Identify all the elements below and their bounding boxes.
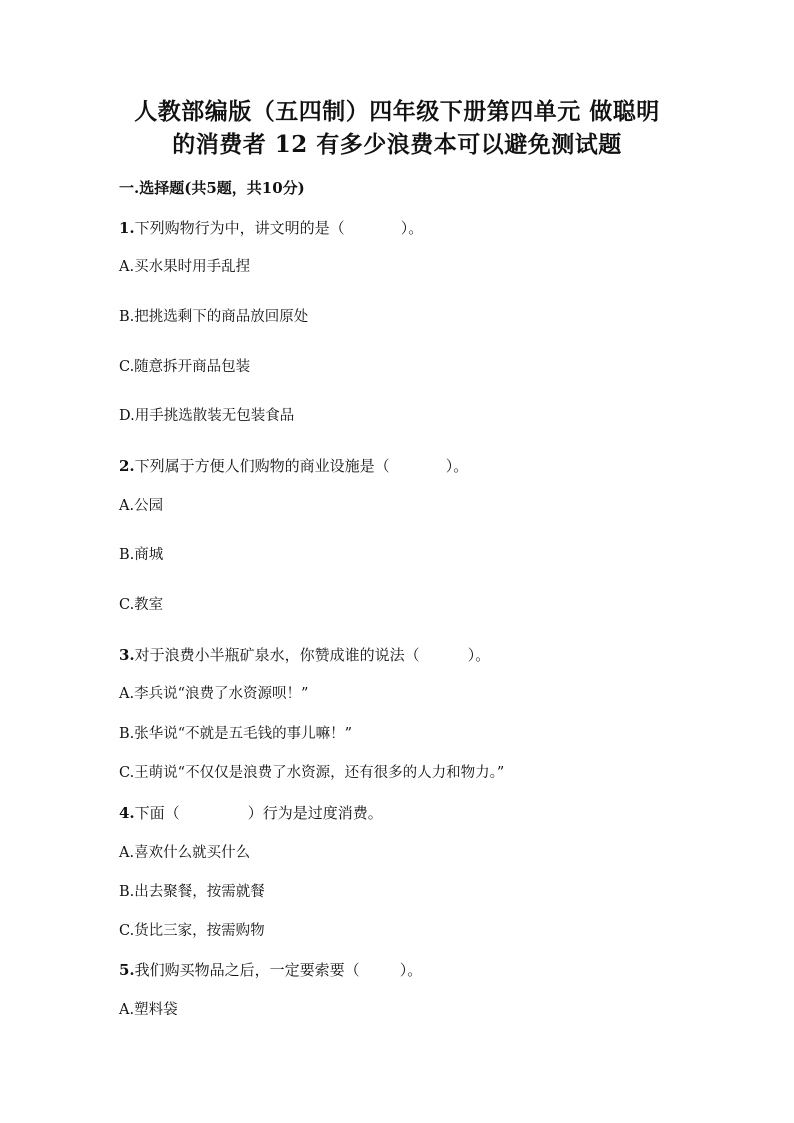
option-2c: C.教室: [119, 597, 164, 613]
option-4c: C.货比三家，按需购物: [119, 923, 265, 939]
question-3: [119, 645, 490, 665]
question-text: 我们购买物品之后，一定要索要（: [134, 961, 360, 979]
option-3a: A.李兵说“浪费了水资源呗！”: [119, 686, 309, 702]
question-text-end: ）行为是过度消费。: [247, 804, 383, 822]
question-text-end: ）。: [399, 961, 423, 979]
question-text-end: ）。: [467, 646, 491, 664]
question-text-end: ）。: [400, 219, 424, 237]
question-number: 4.: [119, 804, 135, 822]
title-line-1: 人教部编版（五四制）四年级下册第四单元 做聪明: [134, 98, 660, 125]
option-1a: A.买水果时用手乱捏: [119, 259, 251, 275]
option-3b: B.张华说“不就是五毛钱的事儿嘛！”: [119, 726, 353, 742]
section-heading: 一.选择题(共5题，共10分): [119, 179, 305, 197]
question-number: 2.: [119, 457, 135, 475]
question-number: 3.: [119, 646, 135, 664]
option-5a: A.塑料袋: [119, 1002, 178, 1018]
option-1d: D.用手挑选散装无包装食品: [119, 408, 295, 424]
question-number: 1.: [119, 219, 135, 237]
question-text: 对于浪费小半瓶矿泉水，你赞成谁的说法（: [134, 646, 420, 664]
option-1c: C.随意拆开商品包装: [119, 359, 251, 375]
question-5: [119, 960, 422, 980]
question-text: 下列属于方便人们购物的商业设施是（: [134, 457, 390, 475]
option-4b: B.出去聚餐，按需就餐: [119, 884, 265, 900]
question-4: [119, 803, 383, 823]
option-3c: C.王萌说“不仅仅是浪费了水资源，还有很多的人力和物力。”: [119, 765, 505, 781]
option-2b: B.商城: [119, 547, 164, 563]
option-2a: A.公园: [119, 498, 164, 514]
question-number: 5.: [119, 961, 135, 979]
question-text-end: ）。: [445, 457, 469, 475]
option-1b: B.把挑选剩下的商品放回原处: [119, 309, 309, 325]
title-line-2: 的消费者 12 有多少浪费本可以避免测试题: [172, 131, 622, 158]
question-1: [119, 218, 423, 238]
question-2: [119, 456, 468, 476]
question-text: 下面（: [134, 804, 180, 822]
option-4a: A.喜欢什么就买什么: [119, 845, 251, 861]
question-text: 下列购物行为中，讲文明的是（: [134, 219, 345, 237]
